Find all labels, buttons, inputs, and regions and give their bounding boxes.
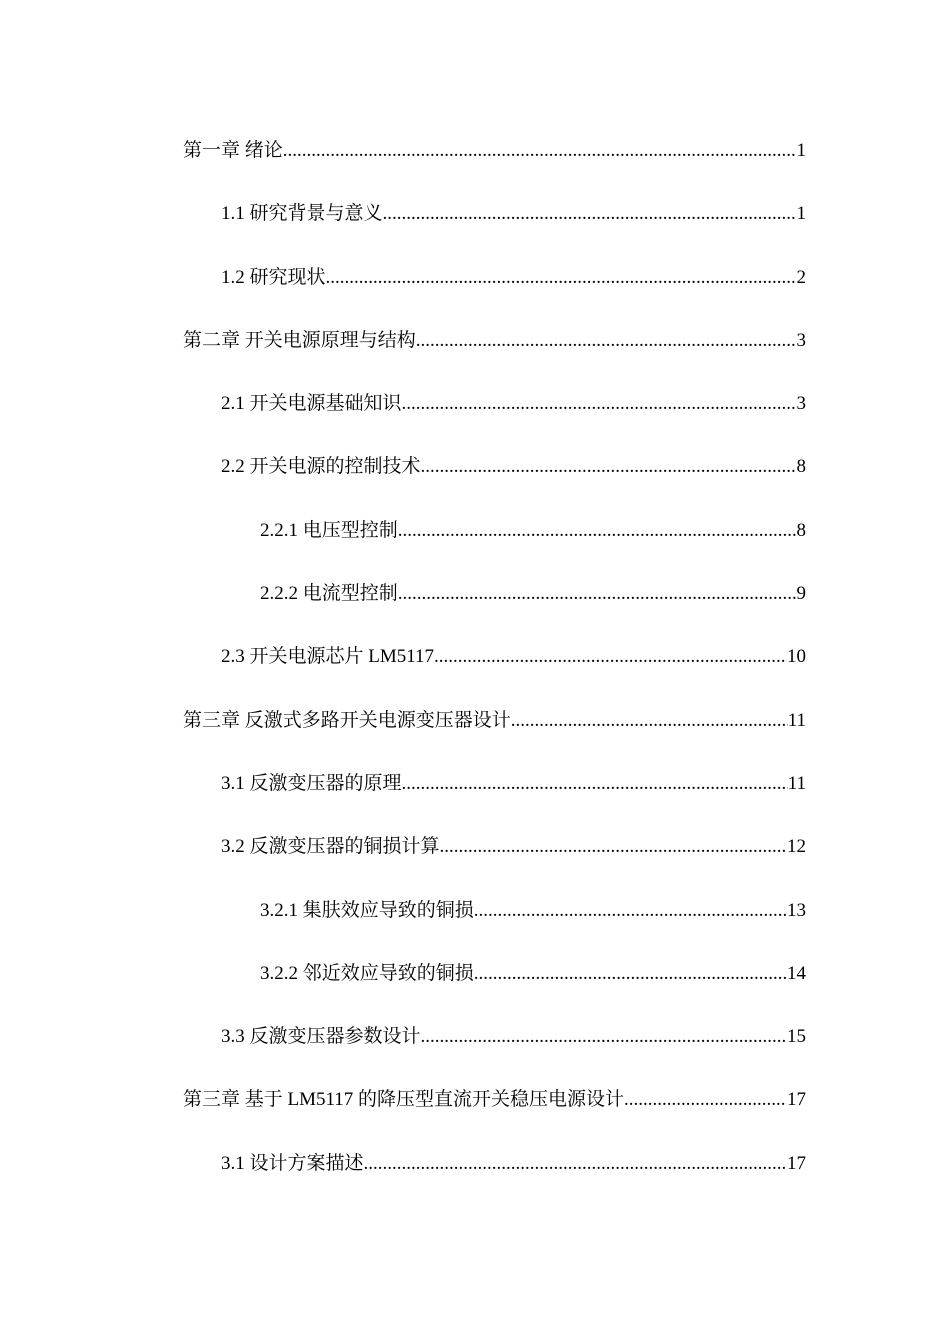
toc-entry-title: 1.1 研究背景与意义 [221,203,383,225]
toc-dot-leader [402,389,797,419]
toc-page-number: 1 [796,140,806,161]
toc-entry-title: 第三章 基于 LM5117 的降压型直流开关稳压电源设计 [183,1089,625,1111]
toc-entry[interactable] [183,389,806,452]
toc-entry[interactable] [183,706,806,769]
toc-page-number: 12 [787,836,806,858]
toc-dot-leader [416,326,797,356]
toc-dot-leader [283,136,797,166]
toc-dot-leader [383,199,797,229]
toc-entry-title: 第一章 绪论 [183,140,283,161]
toc-entry[interactable] [183,769,806,832]
toc-page-number: 10 [787,646,806,668]
toc-dot-leader [398,579,797,609]
toc-entry-title: 3.1 反激变压器的原理 [221,772,402,794]
toc-dot-leader [398,516,797,546]
toc-page-number: 11 [787,772,806,794]
toc-dot-leader [440,832,787,862]
toc-entry-title: 1.2 研究现状 [221,266,326,288]
toc-entry[interactable] [183,516,806,579]
toc-entry[interactable] [183,1085,806,1148]
toc-entry[interactable] [183,579,806,642]
toc-page-number: 2 [796,266,806,288]
toc-entry-title: 3.1 设计方案描述 [221,1152,364,1174]
toc-entry[interactable] [183,959,806,1022]
toc-entry[interactable] [183,326,806,389]
toc-entry-title: 3.2.2 邻近效应导致的铜损 [260,962,474,984]
toc-page-number: 1 [796,203,806,225]
toc-page-number: 13 [787,899,806,921]
toc-page-number: 15 [787,1026,806,1048]
table-of-contents [183,136,806,1212]
toc-dot-leader [624,1085,787,1115]
toc-page-number: 3 [796,329,806,351]
toc-entry[interactable] [183,642,806,705]
toc-page-number: 14 [787,962,806,984]
toc-entry-title: 第三章 反激式多路开关电源变压器设计 [183,709,511,731]
toc-entry-title: 3.2 反激变压器的铜损计算 [221,836,440,858]
toc-entry-title: 2.2.2 电流型控制 [260,583,398,605]
toc-entry[interactable] [183,452,806,515]
toc-entry[interactable] [183,832,806,895]
toc-dot-leader [474,959,787,989]
toc-entry-title: 2.2.1 电压型控制 [260,519,398,541]
toc-entry-title: 3.3 反激变压器参数设计 [221,1026,421,1048]
toc-dot-leader [434,642,787,672]
toc-entry[interactable] [183,896,806,959]
toc-entry[interactable] [183,136,806,199]
toc-dot-leader [511,706,788,736]
toc-dot-leader [421,1022,787,1052]
toc-entry[interactable] [183,1149,806,1212]
toc-page-number: 17 [787,1152,806,1174]
toc-entry-title: 第二章 开关电源原理与结构 [183,329,416,351]
toc-entry[interactable] [183,199,806,262]
toc-dot-leader [402,769,788,799]
toc-entry-title: 2.2 开关电源的控制技术 [221,456,421,478]
toc-dot-leader [326,263,797,293]
toc-page-number: 8 [796,456,806,478]
toc-entry[interactable] [183,1022,806,1085]
toc-entry-title: 2.1 开关电源基础知识 [221,393,402,415]
toc-entry-title: 2.3 开关电源芯片 LM5117 [221,646,435,668]
toc-page-number: 8 [796,519,806,541]
toc-entry-title: 3.2.1 集肤效应导致的铜损 [260,899,474,921]
toc-dot-leader [364,1149,787,1179]
toc-page-number: 9 [796,583,806,605]
toc-page-number: 11 [787,709,806,731]
toc-entry[interactable] [183,263,806,326]
toc-dot-leader [474,896,787,926]
toc-page-number: 17 [787,1089,806,1111]
toc-dot-leader [421,452,797,482]
toc-page-number: 3 [796,393,806,415]
